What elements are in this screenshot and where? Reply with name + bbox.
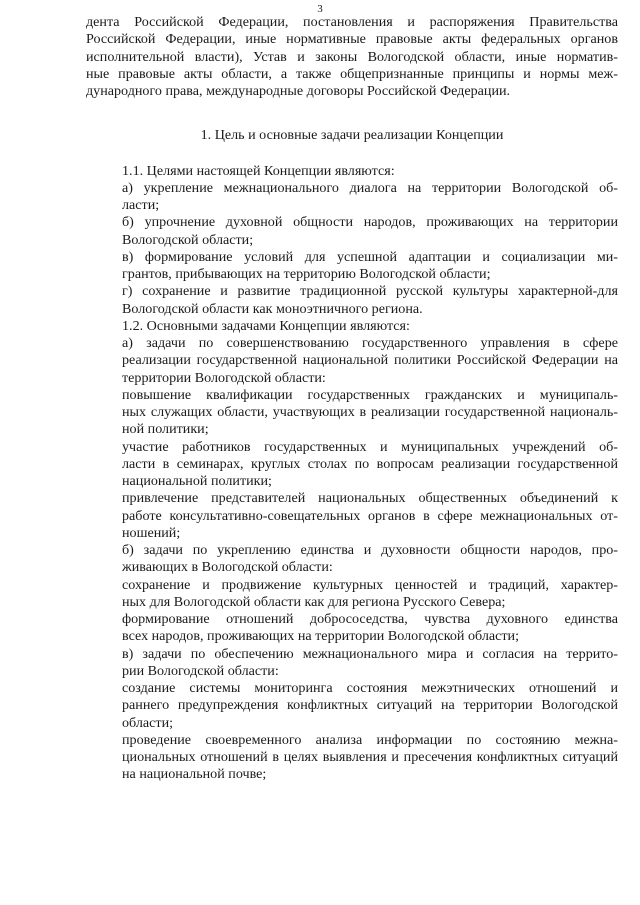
text-line: ласти в семинарах, круглых столах по вопросам реализации государственной: [122, 455, 618, 472]
text-line: а) укрепление межнационального диалога на территории Вологодской об-: [122, 179, 618, 196]
text-line: всех народов, проживающих на территории Вологодской области;: [122, 628, 519, 645]
text-line: Вологодской области;: [122, 231, 254, 248]
body-paragraph: [86, 490, 618, 542]
body-paragraph: [86, 180, 618, 215]
text-line: дента Российской Федерации, постановления и распоряжения Правительства: [86, 14, 618, 30]
page-number: 3: [317, 3, 323, 15]
text-line: на национальной почве;: [122, 766, 267, 783]
body-paragraph: [86, 318, 618, 335]
body-paragraph: [86, 335, 618, 387]
text-line: реализации государственной национальной политики Российской Федерации на: [122, 352, 618, 369]
text-line: ных служащих области, участвующих в реализации государственной националь-: [122, 404, 618, 420]
text-line: Вологодской области как моноэтничного региона.: [122, 300, 423, 317]
text-line: б) упрочнение духовной общности народов, проживающих на территории: [122, 214, 618, 231]
text-line: грантов, прибывающих на территорию Вологодской области;: [122, 266, 491, 282]
text-line: области;: [122, 714, 174, 731]
paragraph-list: [86, 163, 618, 784]
text-line: национальной политики;: [122, 473, 272, 489]
text-line: дународного права, международные договоры Российской Федерации.: [86, 83, 511, 99]
document-body: [86, 14, 618, 784]
text-line: формирование отношений добрососедства, чувства духовного единства: [122, 611, 618, 627]
body-paragraph: [86, 387, 618, 439]
text-line: рии Вологодской области:: [122, 662, 279, 679]
text-line: а) задачи по совершенствованию государственного управления в сфере: [122, 335, 618, 351]
text-line: сохранение и продвижение культурных ценностей и традиций, характер-: [122, 576, 618, 593]
text-line: участие работников государственных и муниципальных учреждений об-: [122, 438, 618, 455]
text-line: ных для Вологодской области как для региона Русского Севера;: [122, 593, 506, 610]
text-line: Российской Федерации, иные нормативные правовые акты федеральных органов: [86, 31, 618, 48]
text-line: в) формирование условий для успешной адаптации и социализации ми-: [122, 248, 618, 265]
text-line: циональных отношений в целях выявления и пресечения конфликтных ситуаций: [122, 749, 618, 765]
text-line: проведение своевременного анализа информации по состоянию межна-: [122, 731, 618, 748]
body-paragraph: [86, 646, 618, 681]
text-line: работе консультативно-совещательных органов в сфере межнациональных от-: [122, 507, 618, 524]
text-line: ной политики;: [122, 421, 209, 438]
text-line: привлечение представителей национальных общественных объединений к: [122, 490, 618, 507]
body-paragraph: [86, 732, 618, 784]
text-line: г) сохранение и развитие традиционной русской культуры характерной-для: [122, 283, 618, 300]
text-line: ласти;: [122, 197, 160, 213]
intro-paragraph: [86, 14, 618, 100]
text-line: живающих в Вологодской области:: [122, 559, 333, 576]
body-paragraph: [86, 611, 618, 646]
section-title: 1. Цель и основные задачи реализации Концепции: [200, 127, 504, 144]
body-paragraph: [86, 283, 618, 318]
body-paragraph: [86, 249, 618, 284]
body-paragraph: [86, 577, 618, 612]
text-line: создание системы мониторинга состояния межэтнических отношений и: [122, 680, 618, 696]
text-line: ные правовые акты области, а также общепризнанные принципы и нормы меж-: [86, 65, 618, 82]
text-line: раннего предупреждения конфликтных ситуаций на территории Вологодской: [122, 697, 618, 714]
text-line: 1.1. Целями настоящей Концепции являются:: [122, 162, 395, 179]
text-line: исполнительной власти), Устав и законы Вологодской области, иные норматив-: [86, 48, 618, 65]
text-line: 1.2. Основными задачами Концепции являются:: [122, 317, 410, 334]
text-line: территории Вологодской области:: [122, 369, 326, 386]
text-line: в) задачи по обеспечению межнационального мира и согласия на террито-: [122, 645, 618, 662]
body-paragraph: [86, 439, 618, 491]
body-paragraph: [86, 163, 618, 180]
body-paragraph: [86, 214, 618, 249]
text-line: ношений;: [122, 524, 181, 541]
text-line: б) задачи по укреплению единства и духовности общности народов, про-: [122, 542, 618, 558]
text-line: повышение квалификации государственных гражданских и муниципаль-: [122, 386, 618, 403]
body-paragraph: [86, 542, 618, 577]
body-paragraph: [86, 680, 618, 732]
